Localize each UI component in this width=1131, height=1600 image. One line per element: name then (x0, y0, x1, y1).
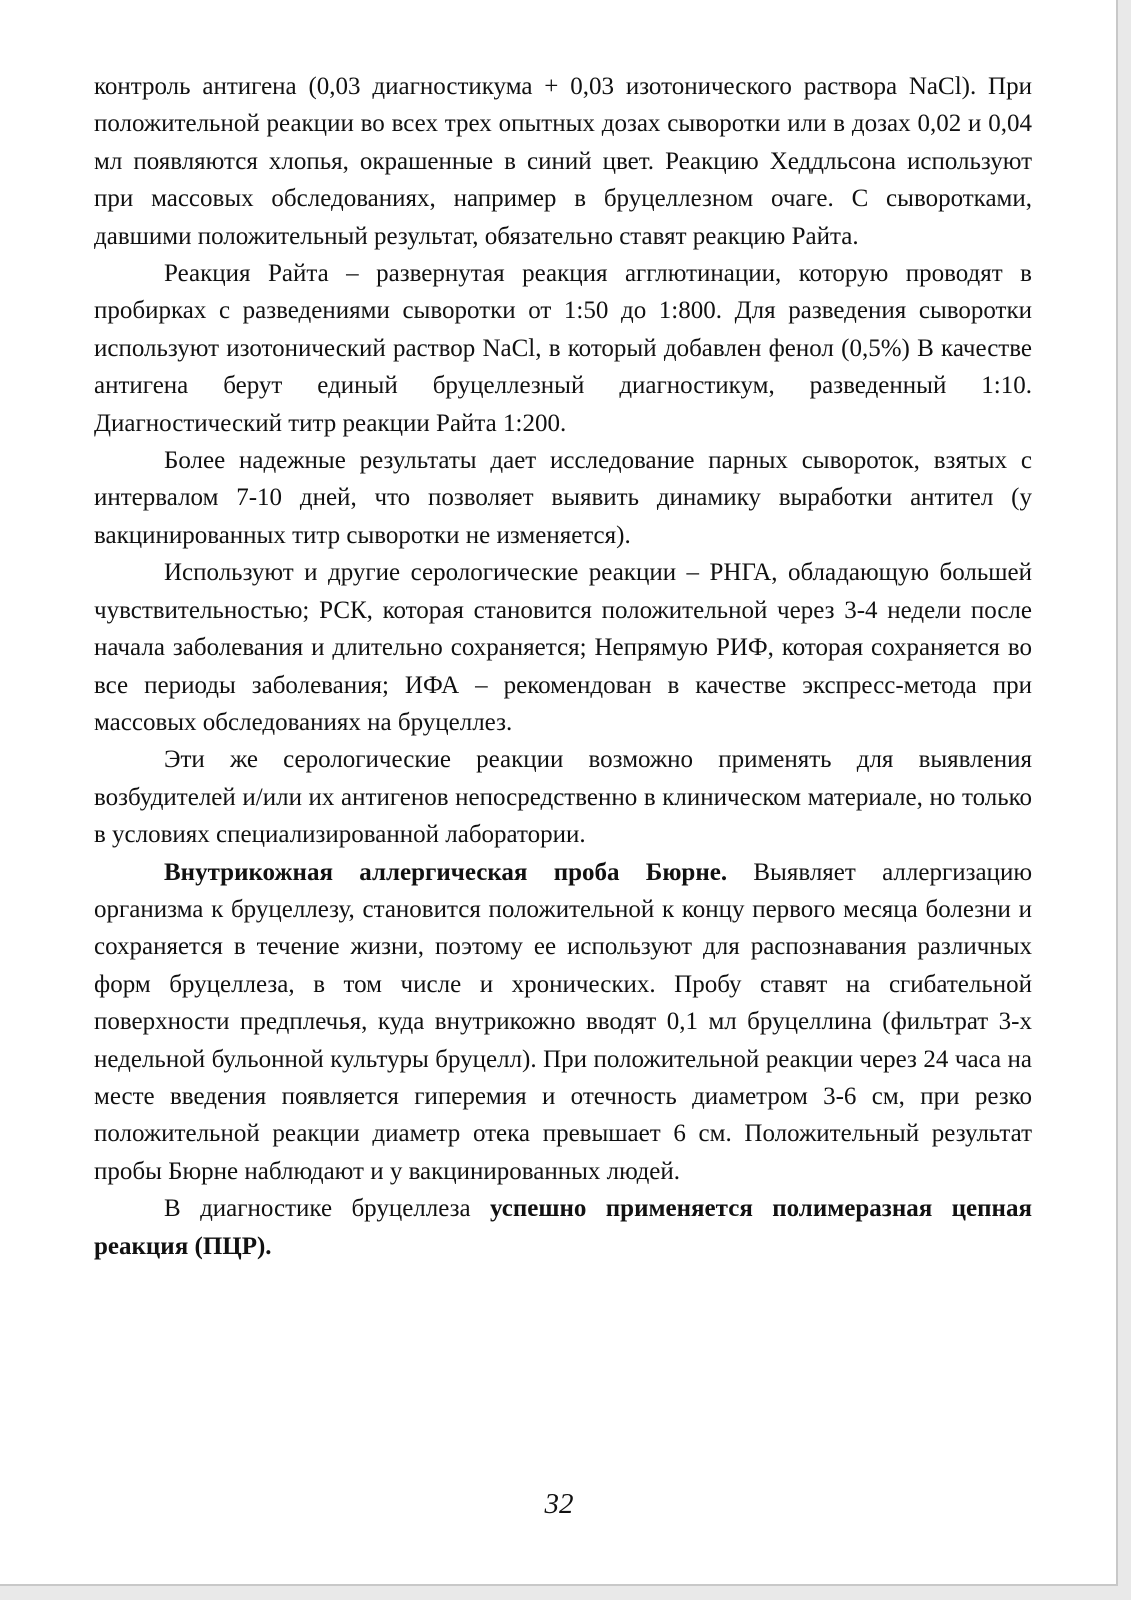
paragraph-antigen-detection: Эти же серологические реакции возможно применять для выявления возбудителей и/или их антигенов непосредственно в клиническом материале, но только в условиях специализированной лаборатории. (94, 746, 1032, 849)
paragraph-other-reactions-text: Используют и другие серологические реакции – РНГА, обладающую большей чувствительностью; РСК, которая становится положительной через 3-4 недели после начала заболевания и длительно сохраняется; Непрямую РИФ, которая сохраняется во все периоды заболевания; ИФА – рекомендован в качестве экспресс-метода при массовых обследованиях на бруцеллез. (94, 559, 1032, 736)
paragraph-pcr (94, 1190, 1032, 1265)
body-text (94, 68, 1032, 1265)
paragraph-paired-sera: Более надежные результаты дает исследование парных сывороток, взятых с интервалом 7-10 дней, что позволяет выявить динамику выработки антител (у вакцинированных титр сыворотки не изменяется). (94, 447, 1032, 549)
paragraph-other-reactions (94, 554, 1032, 741)
pcr-text: В диагностике бруцеллеза (164, 1195, 491, 1223)
pcr-bold-text: успешно применяется полимеразная цепная реакция (ПЦР). (94, 1195, 1032, 1260)
burnet-test-heading: Внутрикожная аллергическая проба Бюрне. (164, 858, 728, 886)
paragraph-heddleson-end: контроль антигена (0,03 диагностикума + 0,03 изотонического раствора NaCl). При положительной реакции во всех трех опытных дозах сыворотки или в дозах 0,02 и 0,04 мл появляются хлопья, окрашенные в синий цвет. Реакцию Хеддльсона используют при массовых обследованиях, например в бруцеллезном очаге. С сыворотками, давшими положительный результат, обязательно ставят реакцию Райта. (94, 73, 1032, 250)
page-number: 32 (544, 1488, 574, 1520)
paragraph-burnet-test (94, 854, 1032, 1191)
paragraph-wright-reaction: Реакция Райта – развернутая реакция агглютинации, которую проводят в пробирках с разведениями сыворотки от 1:50 до 1:800. Для разведения сыворотки используют изотонический раствор NaCl, в который добавлен фенол (0,5%) В качестве антигена берут единый бруцеллезный диагностикум, разведенный 1:10. Диагностический титр реакции Райта 1:200. (94, 260, 1032, 437)
burnet-test-text: Выявляет аллергизацию организма к бруцеллезу, становится положительной к концу первого месяца болезни и сохраняется в течение жизни, поэтому ее используют для распознавания различных форм бруцеллеза, в том числе и хронических. Пробу ставят на сгибательной поверхности предплечья, куда внутрикожно вводят 0,1 мл бруцеллина (фильтрат 3-х недельной бульонной культуры бруцелл). При положительной реакции через 24 часа на месте введения появляется гиперемия и отечность диаметром 3-6 см, при резко положительной реакции диаметр отека превышает 6 см. Положительный результат пробы Бюрне наблюдают и у вакцинированных людей. (94, 858, 1032, 1185)
